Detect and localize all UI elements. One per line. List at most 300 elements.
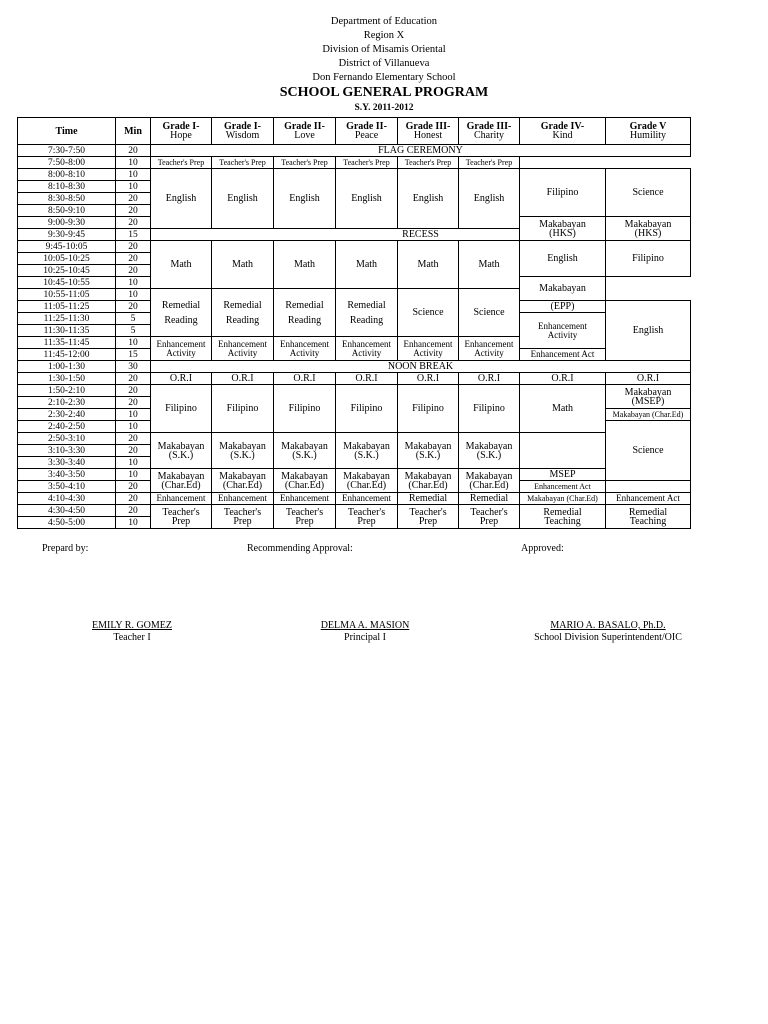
schedule-cell <box>336 241 398 289</box>
prep-text: Prep <box>418 515 438 527</box>
time-cell: 10:25-10:45 <box>18 265 116 277</box>
schedule-cell <box>212 385 274 433</box>
schedule-cell <box>520 385 606 433</box>
min-cell: 20 <box>116 493 151 505</box>
sk-text: (S.K.) <box>292 449 317 461</box>
section-label: Charity <box>474 130 504 141</box>
sk-text: (S.K.) <box>354 449 379 461</box>
msep-text: MSEP <box>549 469 576 480</box>
schedule-cell <box>151 157 212 169</box>
schedule-cell <box>398 169 459 229</box>
schedule-cell <box>212 169 274 229</box>
min-cell: 20 <box>116 217 151 229</box>
remedial-text: Remedial <box>469 493 509 504</box>
header-dept: Department of Education <box>330 16 438 27</box>
time-cell: 8:10-8:30 <box>18 181 116 193</box>
schedule-cell <box>520 313 606 349</box>
time-cell: 7:30-7:50 <box>18 145 116 157</box>
prep-text: Prep <box>295 515 314 527</box>
schedule-cell <box>606 373 691 385</box>
math-text: Math <box>478 259 500 270</box>
teachers-text: Teacher's <box>285 506 324 518</box>
math-text: Math <box>231 259 254 270</box>
schedule-cell <box>606 301 691 361</box>
english-text: English <box>412 193 444 204</box>
english-text: English <box>632 325 664 336</box>
schedule-cell <box>606 385 691 409</box>
math-text: Math <box>551 403 574 414</box>
table-row <box>18 505 691 517</box>
filipino-text: Filipino <box>546 187 579 198</box>
remedial-text: Remedial <box>408 493 448 504</box>
schedule-cell <box>336 337 398 361</box>
ori-text: O.R.I <box>231 373 254 384</box>
min-cell: 10 <box>116 469 151 481</box>
col-header-grade <box>398 118 459 145</box>
math-text: Math <box>417 259 439 270</box>
hks-text: (HKS) <box>634 227 662 239</box>
schedule-cell <box>398 157 459 169</box>
time-cell: 4:10-4:30 <box>18 493 116 505</box>
time-cell: 2:10-2:30 <box>18 397 116 409</box>
table-row <box>18 241 691 253</box>
time-cell: 8:30-8:50 <box>18 193 116 205</box>
schedule-cell <box>336 373 398 385</box>
schedule-cell <box>212 157 274 169</box>
min-cell: 20 <box>116 385 151 397</box>
enhancement-text: Enhancement <box>464 338 514 349</box>
min-cell: 20 <box>116 397 151 409</box>
schedule-cell <box>459 337 520 361</box>
flag-ceremony-text: FLAG CEREMONY <box>378 145 463 156</box>
reading-text: Reading <box>164 314 198 326</box>
english-text: English <box>473 193 505 204</box>
min-cell: 20 <box>116 145 151 157</box>
schedule-cell <box>212 373 274 385</box>
schedule-cell <box>336 493 398 505</box>
teachers-prep-text: Teacher's Prep <box>281 158 328 167</box>
filipino-text: Filipino <box>288 403 321 414</box>
chared-text: (Char.Ed) <box>161 479 201 491</box>
schedule-cell <box>212 289 274 337</box>
grade-label: Grade III- <box>405 121 451 132</box>
time-cell: 11:45-12:00 <box>18 349 116 361</box>
min-cell: 10 <box>116 181 151 193</box>
makabayan-text: Makabayan <box>539 283 586 294</box>
science-text: Science <box>632 187 664 198</box>
grade-label: Grade II- <box>346 121 387 132</box>
signatory-3-name: MARIO A. BASALO, Ph.D. <box>550 620 666 631</box>
schedule-cell <box>459 469 520 493</box>
grade-label: Grade I- <box>224 121 261 132</box>
enhancement-text: Enhancement <box>156 338 206 349</box>
enhancement-text: Enhancement <box>538 320 587 331</box>
remedial-text: Remedial <box>628 506 668 518</box>
schedule-cell <box>151 469 212 493</box>
teachers-prep-text: Teacher's Prep <box>404 158 452 167</box>
makabayan-text: Makabayan <box>404 440 452 452</box>
filipino-text: Filipino <box>412 403 444 414</box>
enhancement-text: Enhancement <box>280 338 329 349</box>
schedule-cell <box>459 505 520 529</box>
flag-ceremony-cell <box>151 145 691 157</box>
min-cell: 20 <box>116 241 151 253</box>
time-cell: 9:00-9:30 <box>18 217 116 229</box>
english-text: English <box>351 193 382 204</box>
makabayan-text: Makabayan <box>219 470 266 482</box>
header-school: Don Fernando Elementary School <box>312 72 456 83</box>
filipino-text: Filipino <box>473 403 505 414</box>
enhancement-text: Enhancement <box>403 338 453 349</box>
filipino-text: Filipino <box>165 403 197 414</box>
grade-label: Grade III- <box>466 121 512 132</box>
schedule-cell <box>212 433 274 469</box>
enhancement-text: Enhancement <box>342 493 391 503</box>
header-region: Region X <box>363 30 405 41</box>
schedule-cell <box>606 241 691 277</box>
time-cell: 4:50-5:00 <box>18 517 116 529</box>
math-text: Math <box>170 259 192 270</box>
schedule-cell <box>459 157 520 169</box>
schedule-cell <box>151 337 212 361</box>
col-header-grade <box>520 118 606 145</box>
min-cell: 10 <box>116 409 151 421</box>
time-cell: 7:50-8:00 <box>18 157 116 169</box>
filipino-text: Filipino <box>226 403 259 414</box>
header-division: Division of Misamis Oriental <box>322 44 446 55</box>
time-cell: 8:00-8:10 <box>18 169 116 181</box>
makabayan-text: Makabayan <box>624 386 672 398</box>
min-cell: 10 <box>116 421 151 433</box>
schedule-cell <box>336 289 398 337</box>
schedule-cell <box>151 385 212 433</box>
time-cell: 11:25-11:30 <box>18 313 116 325</box>
schedule-cell <box>212 493 274 505</box>
schedule-cell <box>459 289 520 337</box>
time-cell: 4:30-4:50 <box>18 505 116 517</box>
teachers-text: Teacher's <box>162 506 200 518</box>
teachers-text: Teacher's <box>470 506 508 518</box>
min-cell: 20 <box>116 301 151 313</box>
schedule-cell <box>274 373 336 385</box>
schedule-cell <box>274 385 336 433</box>
table-row <box>18 361 691 373</box>
chared-text: (Char.Ed) <box>408 479 448 491</box>
english-text: English <box>227 193 258 204</box>
schedule-cell <box>398 241 459 289</box>
teachers-text: Teacher's <box>409 506 447 518</box>
schedule-cell <box>606 421 691 481</box>
science-text: Science <box>412 307 444 318</box>
enhancement-act-text: Enhancement Act <box>530 349 595 359</box>
activity-text: Activity <box>166 347 196 358</box>
science-text: Science <box>473 307 505 318</box>
remedial-text: Remedial <box>347 299 386 311</box>
reading-text: Reading <box>349 314 384 326</box>
table-row <box>18 145 691 157</box>
science-text: Science <box>632 445 664 456</box>
signatory-2-title: Principal I <box>344 632 386 643</box>
teachers-prep-text: Teacher's Prep <box>219 158 266 167</box>
min-cell: 15 <box>116 349 151 361</box>
min-cell: 20 <box>116 205 151 217</box>
ori-text: O.R.I <box>551 373 574 384</box>
table-row <box>18 385 691 397</box>
schedule-cell <box>212 241 274 289</box>
teaching-text: Teaching <box>629 515 667 527</box>
school-year: S.Y. 2011-2012 <box>354 103 414 113</box>
activity-text: Activity <box>474 347 504 358</box>
min-cell: 20 <box>116 373 151 385</box>
remedial-text: Remedial <box>543 506 582 518</box>
time-cell: 1:00-1:30 <box>18 361 116 373</box>
time-cell: 3:50-4:10 <box>18 481 116 493</box>
schedule-cell <box>520 241 606 277</box>
section-label: Peace <box>354 130 379 141</box>
col-header-grade <box>459 118 520 145</box>
schedule-cell <box>336 469 398 493</box>
schedule-cell <box>274 433 336 469</box>
time-cell: 10:45-10:55 <box>18 277 116 289</box>
schedule-cell <box>274 469 336 493</box>
min-cell: 10 <box>116 169 151 181</box>
time-cell: 2:40-2:50 <box>18 421 116 433</box>
time-cell: 9:45-10:05 <box>18 241 116 253</box>
schedule-cell <box>520 349 606 361</box>
schedule-cell <box>520 373 606 385</box>
time-cell: 3:10-3:30 <box>18 445 116 457</box>
noon-break-text: NOON BREAK <box>387 361 454 372</box>
schedule-cell <box>606 409 691 421</box>
reading-text: Reading <box>287 314 322 326</box>
enhancement-text: Enhancement <box>218 338 267 349</box>
english-text: English <box>289 193 320 204</box>
program-table <box>17 117 691 529</box>
schedule-cell <box>274 337 336 361</box>
table-row <box>18 373 691 385</box>
reading-text: Reading <box>225 314 260 326</box>
time-cell: 1:50-2:10 <box>18 385 116 397</box>
chared-text: (Char.Ed) <box>222 479 263 491</box>
teachers-prep-text: Teacher's Prep <box>157 158 205 167</box>
teachers-text: Teacher's <box>223 506 262 518</box>
teachers-prep-text: Teacher's Prep <box>465 158 513 167</box>
col-header-min: Min <box>116 118 151 145</box>
schedule-cell <box>151 433 212 469</box>
schedule-cell <box>398 385 459 433</box>
ori-text: O.R.I <box>293 373 316 384</box>
min-cell: 5 <box>116 313 151 325</box>
grade-label: Grade V <box>629 121 667 132</box>
schedule-cell <box>459 373 520 385</box>
schedule-cell <box>212 337 274 361</box>
schedule-cell <box>459 241 520 289</box>
min-cell: 10 <box>116 277 151 289</box>
makabayan-text: Makabayan <box>539 218 586 230</box>
time-cell: 2:30-2:40 <box>18 409 116 421</box>
time-cell: 10:55-11:05 <box>18 289 116 301</box>
schedule-cell <box>212 469 274 493</box>
section-label: Wisdom <box>225 130 260 141</box>
prepared-by-label: Prepard by: <box>42 543 89 554</box>
min-cell: 20 <box>116 193 151 205</box>
table-row <box>18 469 691 481</box>
recess-text: RECESS <box>402 229 439 240</box>
min-cell: 15 <box>116 229 151 241</box>
time-cell: 9:30-9:45 <box>18 229 116 241</box>
teaching-text: Teaching <box>544 515 581 527</box>
schedule-cell <box>398 373 459 385</box>
makabayan-text: Makabayan <box>465 440 513 452</box>
schedule-cell <box>336 433 398 469</box>
makabayan-text: Makabayan <box>157 440 205 452</box>
schedule-cell <box>606 169 691 217</box>
time-cell: 3:40-3:50 <box>18 469 116 481</box>
schedule-cell <box>606 505 691 529</box>
msep-paren-text: (MSEP) <box>631 395 665 407</box>
schedule-cell <box>520 469 606 481</box>
prep-text: Prep <box>357 515 376 527</box>
activity-text: Activity <box>413 347 443 358</box>
schedule-cell <box>151 373 212 385</box>
min-cell: 10 <box>116 457 151 469</box>
remedial-text: Remedial <box>223 299 262 311</box>
time-cell: 3:30-3:40 <box>18 457 116 469</box>
activity-text: Activity <box>547 329 578 340</box>
col-header-grade <box>274 118 336 145</box>
section-label: Hope <box>170 130 192 141</box>
recess-cell <box>151 229 691 241</box>
makabayan-chared-text: Makabayan (Char.Ed) <box>527 494 598 503</box>
schedule-cell <box>274 241 336 289</box>
grade-label: Grade II- <box>284 121 325 132</box>
schedule-cell <box>274 505 336 529</box>
table-header-row <box>18 118 691 145</box>
page-title: SCHOOL GENERAL PROGRAM <box>279 85 489 100</box>
makabayan-chared-text: Makabayan (Char.Ed) <box>612 410 684 419</box>
time-cell: 11:05-11:25 <box>18 301 116 313</box>
col-header-time: Time <box>18 118 116 145</box>
schedule-cell <box>274 289 336 337</box>
english-text: English <box>547 253 578 264</box>
remedial-text: Remedial <box>285 299 324 311</box>
signatory-1-title: Teacher I <box>113 632 151 643</box>
time-cell: 11:30-11:35 <box>18 325 116 337</box>
schedule-cell <box>520 481 606 493</box>
enhancement-text: Enhancement <box>280 493 329 503</box>
min-cell: 10 <box>116 517 151 529</box>
section-label: Kind <box>552 130 573 141</box>
sk-text: (S.K.) <box>415 449 441 461</box>
min-cell: 20 <box>116 505 151 517</box>
sk-text: (S.K.) <box>168 449 194 461</box>
activity-text: Activity <box>351 347 382 358</box>
english-text: English <box>165 193 197 204</box>
time-cell: 2:50-3:10 <box>18 433 116 445</box>
prep-text: Prep <box>171 515 191 527</box>
schedule-cell <box>336 157 398 169</box>
schedule-cell <box>520 169 606 217</box>
teachers-prep-text: Teacher's Prep <box>343 158 390 167</box>
makabayan-text: Makabayan <box>343 470 390 482</box>
remedial-text: Remedial <box>161 299 201 311</box>
min-cell: 20 <box>116 253 151 265</box>
schedule-cell <box>459 493 520 505</box>
section-label: Love <box>294 130 315 141</box>
col-header-grade <box>336 118 398 145</box>
enhancement-text: Enhancement <box>342 338 391 349</box>
makabayan-text: Makabayan <box>343 440 390 452</box>
chared-text: (Char.Ed) <box>469 479 509 491</box>
schedule-cell <box>520 277 606 301</box>
schedule-cell <box>398 493 459 505</box>
recommending-label: Recommending Approval: <box>247 543 353 554</box>
schedule-cell <box>398 469 459 493</box>
makabayan-text: Makabayan <box>465 470 513 482</box>
prep-text: Prep <box>233 515 252 527</box>
schedule-cell <box>151 493 212 505</box>
schedule-cell <box>459 169 520 229</box>
approved-label: Approved: <box>521 543 564 554</box>
min-cell: 5 <box>116 325 151 337</box>
min-cell: 20 <box>116 481 151 493</box>
table-row <box>18 169 691 181</box>
schedule-cell <box>398 433 459 469</box>
col-header-grade <box>212 118 274 145</box>
activity-text: Activity <box>289 347 320 358</box>
signatory-3-title: School Division Superintendent/OIC <box>534 632 682 643</box>
signatory-1-name: EMILY R. GOMEZ <box>91 620 172 631</box>
time-cell: 11:35-11:45 <box>18 337 116 349</box>
ori-text: O.R.I <box>355 373 378 384</box>
table-row <box>18 157 691 169</box>
math-text: Math <box>293 259 316 270</box>
enhancement-text: Enhancement <box>156 493 206 503</box>
min-cell: 10 <box>116 289 151 301</box>
noon-break-cell <box>151 361 691 373</box>
schedule-cell <box>151 289 212 337</box>
schedule-cell <box>606 493 691 505</box>
min-cell: 20 <box>116 433 151 445</box>
table-row <box>18 493 691 505</box>
schedule-cell <box>398 337 459 361</box>
time-cell: 10:05-10:25 <box>18 253 116 265</box>
makabayan-text: Makabayan <box>624 218 672 230</box>
schedule-cell <box>459 385 520 433</box>
schedule-cell <box>398 505 459 529</box>
schedule-cell <box>398 289 459 337</box>
schedule-cell <box>520 505 606 529</box>
enhancement-act-text: Enhancement Act <box>534 482 591 491</box>
schedule-cell <box>274 493 336 505</box>
makabayan-text: Makabayan <box>157 470 205 482</box>
min-cell: 20 <box>116 445 151 457</box>
time-cell: 1:30-1:50 <box>18 373 116 385</box>
schedule-cell <box>459 433 520 469</box>
signatory-2-name: DELMA A. MASION <box>320 620 410 631</box>
sk-text: (S.K.) <box>476 449 502 461</box>
hks-text: (HKS) <box>549 227 576 239</box>
schedule-cell <box>151 169 212 229</box>
makabayan-text: Makabayan <box>281 470 328 482</box>
grade-label: Grade IV- <box>540 121 585 132</box>
makabayan-text: Makabayan <box>219 440 266 452</box>
grade-label: Grade I- <box>162 121 200 132</box>
schedule-cell <box>336 169 398 229</box>
enhancement-text: Enhancement <box>218 493 267 503</box>
ori-text: O.R.I <box>169 373 193 384</box>
min-cell: 10 <box>116 337 151 349</box>
